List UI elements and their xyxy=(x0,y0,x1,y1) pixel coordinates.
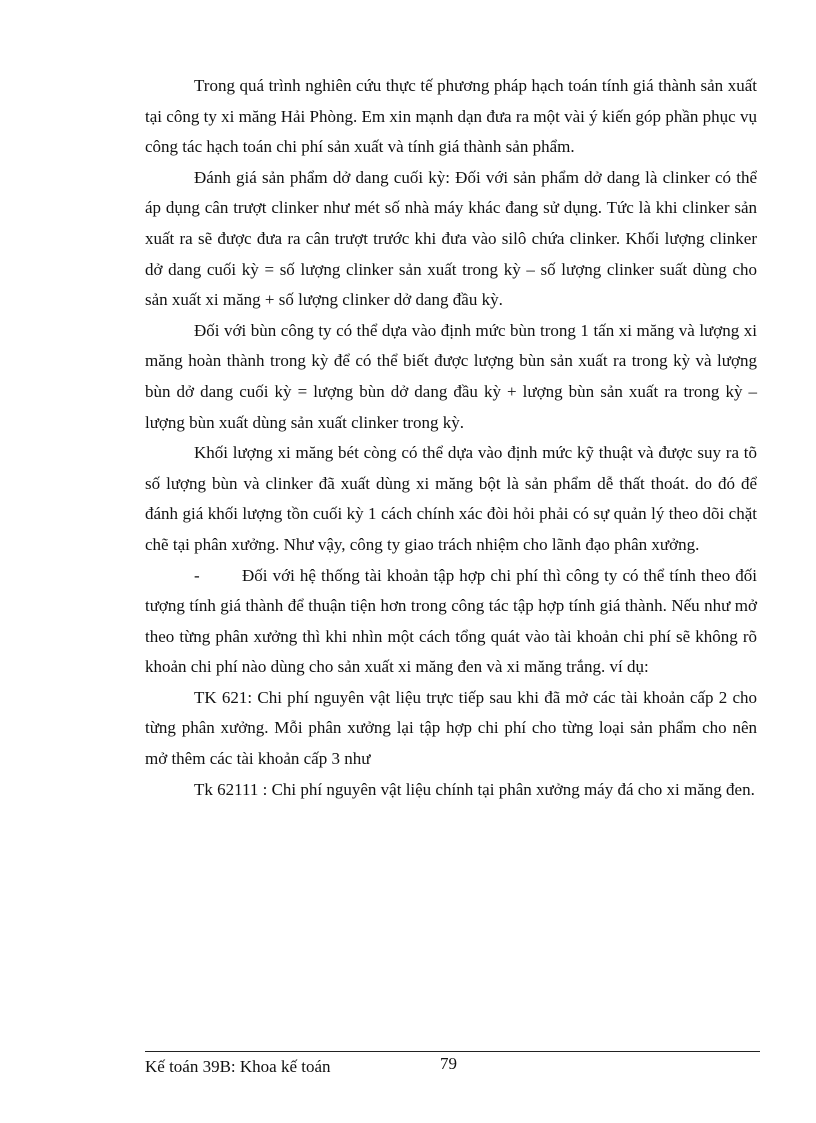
paragraph-account-system xyxy=(145,561,757,683)
footer-department: Kế toán 39B: Khoa kế toán xyxy=(145,1057,331,1076)
paragraph-cement-volume: Khối lượng xi măng bét còng có thể dựa vào định mức kỹ thuật và được suy ra tõ số lượng bùn và clinker đã xuất dùng xi măng bột là sản phẩm dễ thất thoát. do đó để đánh giá khối lượng tồn cuối kỳ 1 cách chính xác đòi hỏi phải có sự quản lý theo dõi chặt chẽ tại phân xưởng. Như vậy, công ty giao trách nhiệm cho lãnh đạo phân xưởng. xyxy=(145,443,757,554)
body-text xyxy=(145,71,757,805)
paragraph-intro: Trong quá trình nghiên cứu thực tế phương pháp hạch toán tính giá thành sản xuất tại công ty xi măng Hải Phòng. Em xin mạnh dạn đưa ra một vài ý kiến góp phần phục vụ công tác hạch toán chi phí sản xuất và tính giá thành sản phẩm. xyxy=(145,76,757,157)
paragraph-clinker-evaluation: Đánh giá sản phẩm dở dang cuối kỳ: Đối với sản phẩm dở dang là clinker có thể áp dụng cân trượt clinker như mét số nhà máy khác đang sử dụng. Tức là khi clinker sản xuất ra sẽ được đưa ra cân trượt trước khi đưa vào silô chứa clinker. Khối lượng clinker dở dang cuối kỳ = số lượng clinker sản xuất trong kỳ – số lượng clinker suất dùng cho sản xuất xi măng + số lượng clinker dở dang đầu kỳ. xyxy=(145,167,757,310)
paragraph-tk621: TK 621: Chi phí nguyên vật liệu trực tiếp sau khi đã mở các tài khoản cấp 2 cho từng phân xưởng. Mỗi phân xưởng lại tập hợp chi phí cho từng loại sản phẩm cho nên mở thêm các tài khoản cấp 3 như xyxy=(145,687,757,769)
page-number: 79 xyxy=(440,1054,457,1073)
paragraph-tk62111: Tk 62111 : Chi phí nguyên vật liệu chính tại phân xưởng máy đá cho xi măng đen. xyxy=(194,779,755,799)
list-dash-marker: - xyxy=(194,565,200,585)
paragraph-mud-evaluation: Đối với bùn công ty có thể dựa vào định mức bùn trong 1 tấn xi măng và lượng xi măng hoàn thành trong kỳ để có thể biết được lượng bùn sản xuất ra trong kỳ và lượng bùn dở dang cuối kỳ = lượng bùn dở dang đầu kỳ + lượng bùn sản xuất ra trong kỳ – lượng bùn xuất dùng sản xuất clinker trong kỳ. xyxy=(145,320,757,432)
footer-divider xyxy=(145,1051,760,1052)
paragraph-account-system-text: Đối với hệ thống tài khoản tập hợp chi phí thì công ty có thể tính theo đối tượng tính giá thành để thuận tiện hơn trong công tác tập hợp tính giá thành. Nếu như mở theo từng phân xưởng thì khi nhìn một cách tổng quát vào tài khoản chi phí sẽ không rõ khoản chi phí nào dùng cho sản xuất xi măng đen và xi măng trắng. ví dụ: xyxy=(145,565,757,677)
